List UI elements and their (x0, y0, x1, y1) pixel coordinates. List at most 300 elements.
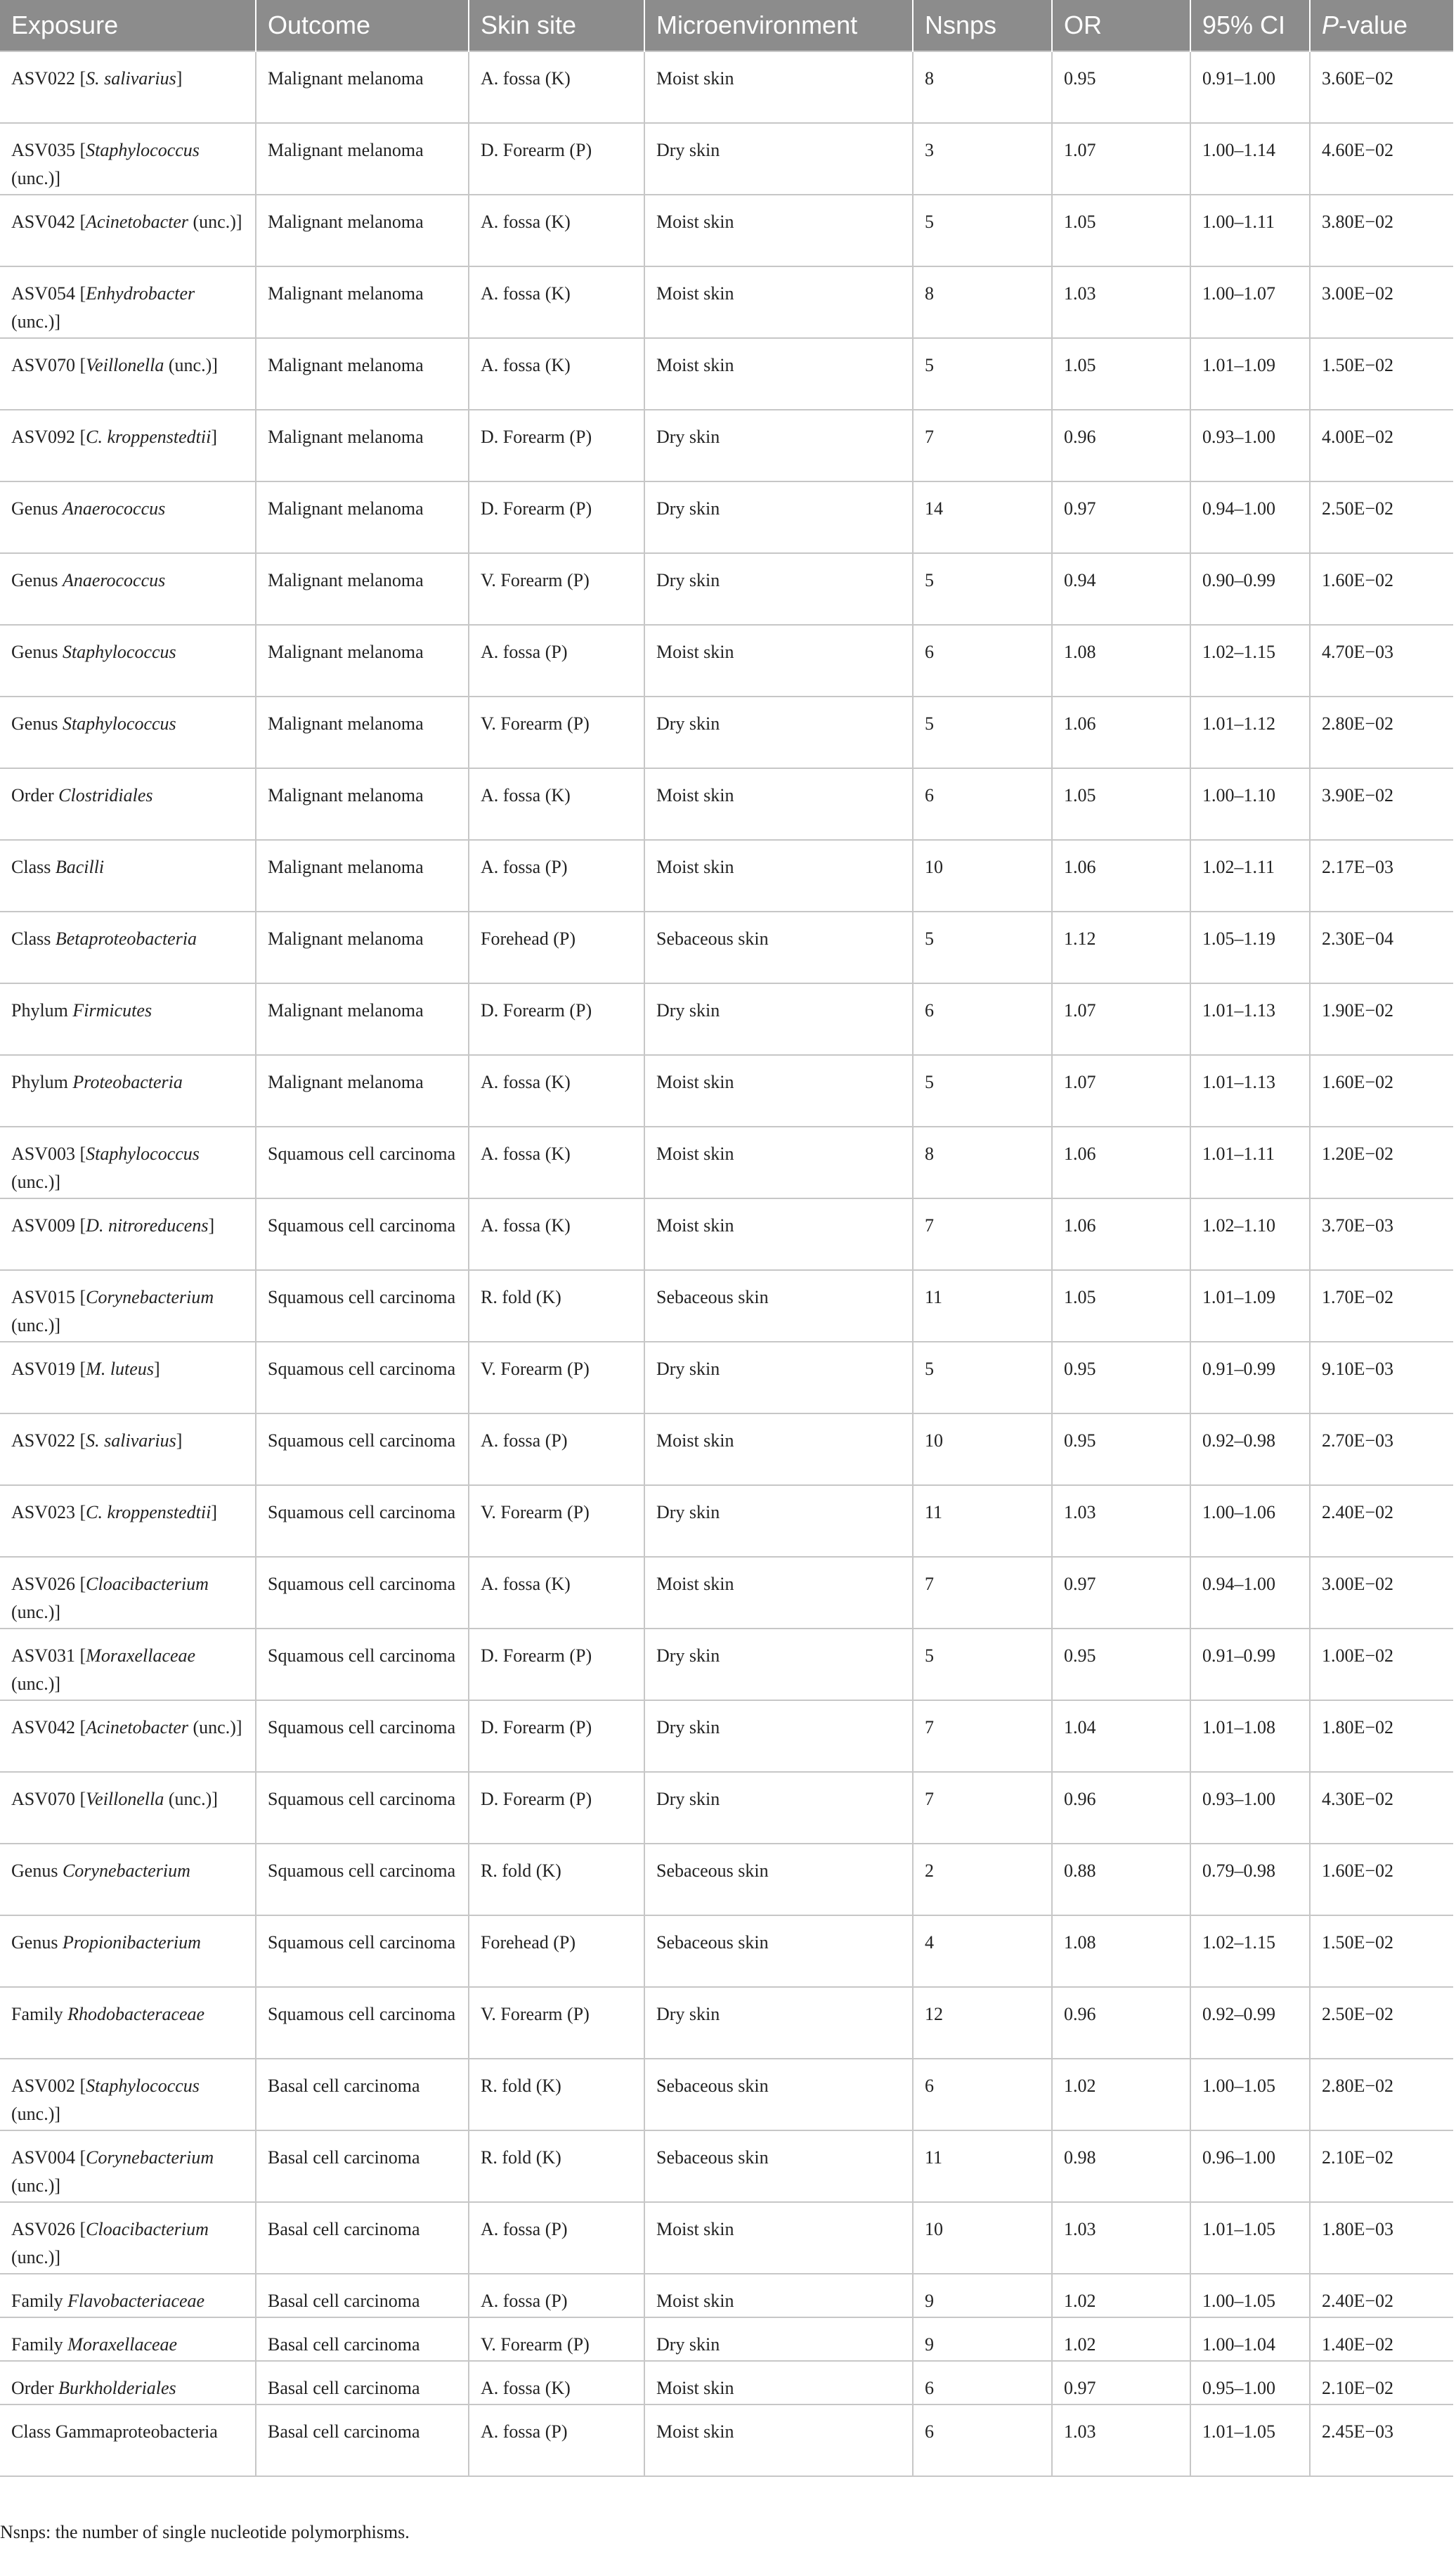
cell-p-value: 1.20E−02 (1310, 1127, 1453, 1198)
cell-p-value: 2.70E−03 (1310, 1413, 1453, 1485)
cell-p-value: 2.40E−02 (1310, 1485, 1453, 1557)
cell-outcome: Basal cell carcinoma (256, 2202, 469, 2274)
cell-p-value: 4.30E−02 (1310, 1772, 1453, 1844)
cell-exposure: Genus Staphylococcus (0, 625, 256, 697)
cell-skin-site: A. fossa (P) (469, 1413, 644, 1485)
cell-exposure: ASV031 [Moraxellaceae (unc.)] (0, 1629, 256, 1700)
cell-or: 1.05 (1052, 195, 1190, 266)
cell-or: 1.05 (1052, 1270, 1190, 1342)
cell-microenvironment: Moist skin (644, 2274, 913, 2317)
cell-p-value: 3.60E−02 (1310, 51, 1453, 123)
cell-skin-site: A. fossa (K) (469, 1557, 644, 1629)
cell-nsnps: 6 (913, 2059, 1052, 2130)
cell-outcome: Squamous cell carcinoma (256, 1557, 469, 1629)
table-body (0, 51, 1453, 2476)
cell-or: 1.03 (1052, 2405, 1190, 2476)
cell-exposure: Family Rhodobacteraceae (0, 1987, 256, 2059)
cell-microenvironment: Moist skin (644, 51, 913, 123)
cell-outcome: Basal cell carcinoma (256, 2274, 469, 2317)
cell-microenvironment: Moist skin (644, 338, 913, 410)
table-row (0, 266, 1453, 338)
cell-nsnps: 6 (913, 2405, 1052, 2476)
cell-exposure: ASV026 [Cloacibacterium (unc.)] (0, 1557, 256, 1629)
cell-microenvironment: Sebaceous skin (644, 1844, 913, 1915)
cell-outcome: Squamous cell carcinoma (256, 1915, 469, 1987)
cell-microenvironment: Moist skin (644, 1198, 913, 1270)
table-row (0, 553, 1453, 625)
cell-or: 1.06 (1052, 840, 1190, 912)
table-row (0, 1270, 1453, 1342)
cell-microenvironment: Dry skin (644, 697, 913, 768)
cell-outcome: Malignant melanoma (256, 697, 469, 768)
cell-outcome: Malignant melanoma (256, 768, 469, 840)
table-row (0, 768, 1453, 840)
cell-skin-site: V. Forearm (P) (469, 1485, 644, 1557)
cell-skin-site: R. fold (K) (469, 1844, 644, 1915)
cell-nsnps: 5 (913, 338, 1052, 410)
table-row (0, 2361, 1453, 2405)
cell-microenvironment: Moist skin (644, 2202, 913, 2274)
cell-outcome: Malignant melanoma (256, 195, 469, 266)
header-nsnps: Nsnps (913, 0, 1052, 51)
cell-microenvironment: Sebaceous skin (644, 912, 913, 983)
table-row (0, 1485, 1453, 1557)
cell-outcome: Basal cell carcinoma (256, 2361, 469, 2405)
cell-ci: 1.00–1.06 (1190, 1485, 1310, 1557)
cell-or: 1.03 (1052, 266, 1190, 338)
cell-skin-site: A. fossa (K) (469, 266, 644, 338)
cell-p-value: 1.50E−02 (1310, 338, 1453, 410)
cell-nsnps: 5 (913, 697, 1052, 768)
table-row (0, 481, 1453, 553)
cell-or: 1.12 (1052, 912, 1190, 983)
table-row (0, 1342, 1453, 1413)
cell-nsnps: 8 (913, 266, 1052, 338)
cell-exposure: ASV070 [Veillonella (unc.)] (0, 338, 256, 410)
cell-p-value: 3.70E−03 (1310, 1198, 1453, 1270)
cell-microenvironment: Moist skin (644, 2405, 913, 2476)
cell-skin-site: Forehead (P) (469, 1915, 644, 1987)
cell-exposure: Genus Propionibacterium (0, 1915, 256, 1987)
cell-ci: 0.94–1.00 (1190, 481, 1310, 553)
cell-nsnps: 9 (913, 2317, 1052, 2361)
header-outcome: Outcome (256, 0, 469, 51)
cell-nsnps: 6 (913, 983, 1052, 1055)
cell-microenvironment: Sebaceous skin (644, 2130, 913, 2202)
cell-exposure: Genus Anaerococcus (0, 553, 256, 625)
cell-microenvironment: Moist skin (644, 1413, 913, 1485)
cell-skin-site: V. Forearm (P) (469, 697, 644, 768)
header-exposure: Exposure (0, 0, 256, 51)
cell-exposure: Family Flavobacteriaceae (0, 2274, 256, 2317)
cell-ci: 1.01–1.11 (1190, 1127, 1310, 1198)
cell-nsnps: 12 (913, 1987, 1052, 2059)
header-row (0, 0, 1453, 51)
cell-microenvironment: Sebaceous skin (644, 1915, 913, 1987)
cell-nsnps: 5 (913, 195, 1052, 266)
cell-ci: 1.02–1.15 (1190, 625, 1310, 697)
table-row (0, 195, 1453, 266)
cell-nsnps: 5 (913, 1342, 1052, 1413)
cell-outcome: Malignant melanoma (256, 123, 469, 195)
table-footnote: Nsnps: the number of single nucleotide polymorphisms. (0, 2522, 410, 2542)
cell-skin-site: D. Forearm (P) (469, 481, 644, 553)
table-row (0, 338, 1453, 410)
cell-exposure: ASV022 [S. salivarius] (0, 1413, 256, 1485)
cell-skin-site: D. Forearm (P) (469, 983, 644, 1055)
cell-microenvironment: Moist skin (644, 1127, 913, 1198)
cell-ci: 1.01–1.13 (1190, 983, 1310, 1055)
table-row (0, 2317, 1453, 2361)
cell-skin-site: R. fold (K) (469, 1270, 644, 1342)
cell-skin-site: A. fossa (P) (469, 625, 644, 697)
cell-or: 1.03 (1052, 1485, 1190, 1557)
cell-outcome: Malignant melanoma (256, 912, 469, 983)
cell-exposure: Class Betaproteobacteria (0, 912, 256, 983)
cell-skin-site: D. Forearm (P) (469, 123, 644, 195)
cell-microenvironment: Moist skin (644, 1557, 913, 1629)
cell-ci: 1.02–1.15 (1190, 1915, 1310, 1987)
cell-p-value: 4.00E−02 (1310, 410, 1453, 481)
cell-skin-site: A. fossa (K) (469, 1127, 644, 1198)
table-row (0, 1557, 1453, 1629)
table-row (0, 51, 1453, 123)
cell-ci: 0.92–0.99 (1190, 1987, 1310, 2059)
cell-p-value: 3.00E−02 (1310, 266, 1453, 338)
cell-microenvironment: Moist skin (644, 195, 913, 266)
cell-p-value: 1.80E−03 (1310, 2202, 1453, 2274)
cell-p-value: 2.45E−03 (1310, 2405, 1453, 2476)
cell-p-value: 4.70E−03 (1310, 625, 1453, 697)
cell-microenvironment: Dry skin (644, 481, 913, 553)
cell-outcome: Malignant melanoma (256, 1055, 469, 1127)
table-row (0, 1629, 1453, 1700)
cell-skin-site: A. fossa (P) (469, 2274, 644, 2317)
cell-p-value: 2.30E−04 (1310, 912, 1453, 983)
cell-outcome: Squamous cell carcinoma (256, 1700, 469, 1772)
cell-exposure: ASV002 [Staphylococcus (unc.)] (0, 2059, 256, 2130)
cell-p-value: 1.40E−02 (1310, 2317, 1453, 2361)
cell-exposure: ASV023 [C. kroppenstedtii] (0, 1485, 256, 1557)
header-ci: 95% CI (1190, 0, 1310, 51)
cell-outcome: Malignant melanoma (256, 266, 469, 338)
table-row (0, 1772, 1453, 1844)
header-p-rest: -value (1339, 11, 1408, 39)
cell-nsnps: 5 (913, 553, 1052, 625)
cell-or: 1.08 (1052, 1915, 1190, 1987)
cell-skin-site: R. fold (K) (469, 2130, 644, 2202)
cell-ci: 1.01–1.12 (1190, 697, 1310, 768)
cell-microenvironment: Dry skin (644, 123, 913, 195)
cell-ci: 1.00–1.11 (1190, 195, 1310, 266)
cell-exposure: Genus Corynebacterium (0, 1844, 256, 1915)
cell-skin-site: D. Forearm (P) (469, 1629, 644, 1700)
cell-skin-site: V. Forearm (P) (469, 1987, 644, 2059)
cell-microenvironment: Moist skin (644, 2361, 913, 2405)
table-row (0, 2059, 1453, 2130)
header-skin-site: Skin site (469, 0, 644, 51)
cell-nsnps: 11 (913, 1485, 1052, 1557)
cell-microenvironment: Moist skin (644, 625, 913, 697)
cell-microenvironment: Dry skin (644, 2317, 913, 2361)
cell-ci: 1.00–1.07 (1190, 266, 1310, 338)
cell-or: 0.96 (1052, 410, 1190, 481)
cell-exposure: Genus Staphylococcus (0, 697, 256, 768)
cell-or: 1.02 (1052, 2274, 1190, 2317)
cell-or: 0.88 (1052, 1844, 1190, 1915)
cell-outcome: Malignant melanoma (256, 983, 469, 1055)
cell-ci: 0.91–1.00 (1190, 51, 1310, 123)
cell-ci: 0.79–0.98 (1190, 1844, 1310, 1915)
cell-microenvironment: Dry skin (644, 1485, 913, 1557)
cell-skin-site: Forehead (P) (469, 912, 644, 983)
cell-microenvironment: Dry skin (644, 1987, 913, 2059)
cell-nsnps: 9 (913, 2274, 1052, 2317)
cell-or: 0.95 (1052, 51, 1190, 123)
cell-or: 1.06 (1052, 1127, 1190, 1198)
cell-ci: 1.01–1.05 (1190, 2202, 1310, 2274)
table-row (0, 1198, 1453, 1270)
table-header (0, 0, 1453, 51)
cell-outcome: Malignant melanoma (256, 481, 469, 553)
cell-outcome: Squamous cell carcinoma (256, 1127, 469, 1198)
cell-nsnps: 11 (913, 1270, 1052, 1342)
cell-exposure: ASV054 [Enhydrobacter (unc.)] (0, 266, 256, 338)
cell-p-value: 1.80E−02 (1310, 1700, 1453, 1772)
cell-ci: 1.00–1.04 (1190, 2317, 1310, 2361)
cell-nsnps: 14 (913, 481, 1052, 553)
cell-or: 0.95 (1052, 1413, 1190, 1485)
cell-or: 0.95 (1052, 1629, 1190, 1700)
cell-or: 0.97 (1052, 481, 1190, 553)
cell-outcome: Squamous cell carcinoma (256, 1198, 469, 1270)
cell-exposure: ASV035 [Staphylococcus (unc.)] (0, 123, 256, 195)
header-p-value (1310, 0, 1453, 51)
cell-p-value: 1.50E−02 (1310, 1915, 1453, 1987)
cell-p-value: 1.60E−02 (1310, 1055, 1453, 1127)
cell-nsnps: 7 (913, 1772, 1052, 1844)
cell-outcome: Malignant melanoma (256, 51, 469, 123)
table-row (0, 1127, 1453, 1198)
cell-or: 1.02 (1052, 2059, 1190, 2130)
cell-nsnps: 4 (913, 1915, 1052, 1987)
cell-ci: 0.94–1.00 (1190, 1557, 1310, 1629)
cell-ci: 1.01–1.13 (1190, 1055, 1310, 1127)
cell-exposure: Family Moraxellaceae (0, 2317, 256, 2361)
table-row (0, 2405, 1453, 2476)
cell-nsnps: 6 (913, 625, 1052, 697)
cell-p-value: 2.10E−02 (1310, 2130, 1453, 2202)
cell-p-value: 3.00E−02 (1310, 1557, 1453, 1629)
cell-ci: 1.02–1.11 (1190, 840, 1310, 912)
cell-skin-site: A. fossa (K) (469, 51, 644, 123)
cell-microenvironment: Dry skin (644, 1700, 913, 1772)
table-row (0, 697, 1453, 768)
cell-nsnps: 11 (913, 2130, 1052, 2202)
cell-outcome: Squamous cell carcinoma (256, 1270, 469, 1342)
cell-outcome: Malignant melanoma (256, 553, 469, 625)
cell-nsnps: 7 (913, 410, 1052, 481)
cell-skin-site: A. fossa (P) (469, 840, 644, 912)
cell-exposure: Phylum Firmicutes (0, 983, 256, 1055)
cell-outcome: Squamous cell carcinoma (256, 1987, 469, 2059)
cell-p-value: 2.80E−02 (1310, 2059, 1453, 2130)
cell-exposure: ASV009 [D. nitroreducens] (0, 1198, 256, 1270)
cell-microenvironment: Dry skin (644, 1772, 913, 1844)
cell-p-value: 1.90E−02 (1310, 983, 1453, 1055)
cell-skin-site: A. fossa (K) (469, 1198, 644, 1270)
cell-outcome: Malignant melanoma (256, 840, 469, 912)
cell-nsnps: 8 (913, 1127, 1052, 1198)
cell-microenvironment: Dry skin (644, 1342, 913, 1413)
cell-nsnps: 3 (913, 123, 1052, 195)
cell-exposure: ASV042 [Acinetobacter (unc.)] (0, 1700, 256, 1772)
cell-exposure: Genus Anaerococcus (0, 481, 256, 553)
cell-skin-site: R. fold (K) (469, 2059, 644, 2130)
cell-or: 0.97 (1052, 2361, 1190, 2405)
cell-or: 0.96 (1052, 1772, 1190, 1844)
cell-nsnps: 7 (913, 1700, 1052, 1772)
cell-or: 1.05 (1052, 768, 1190, 840)
table-row (0, 1413, 1453, 1485)
cell-outcome: Basal cell carcinoma (256, 2059, 469, 2130)
cell-nsnps: 6 (913, 2361, 1052, 2405)
table-row (0, 1915, 1453, 1987)
table-row (0, 2202, 1453, 2274)
cell-exposure: Phylum Proteobacteria (0, 1055, 256, 1127)
cell-outcome: Squamous cell carcinoma (256, 1342, 469, 1413)
cell-p-value: 2.40E−02 (1310, 2274, 1453, 2317)
cell-or: 0.98 (1052, 2130, 1190, 2202)
cell-or: 1.05 (1052, 338, 1190, 410)
table-row (0, 1700, 1453, 1772)
cell-skin-site: A. fossa (K) (469, 338, 644, 410)
cell-ci: 0.93–1.00 (1190, 410, 1310, 481)
cell-or: 1.07 (1052, 123, 1190, 195)
cell-nsnps: 5 (913, 1055, 1052, 1127)
header-microenvironment: Microenvironment (644, 0, 913, 51)
cell-or: 1.04 (1052, 1700, 1190, 1772)
cell-exposure: ASV019 [M. luteus] (0, 1342, 256, 1413)
cell-ci: 0.91–0.99 (1190, 1629, 1310, 1700)
cell-skin-site: D. Forearm (P) (469, 1772, 644, 1844)
cell-skin-site: A. fossa (P) (469, 2202, 644, 2274)
cell-exposure: Order Burkholderiales (0, 2361, 256, 2405)
table-row (0, 1055, 1453, 1127)
cell-microenvironment: Moist skin (644, 840, 913, 912)
cell-p-value: 3.90E−02 (1310, 768, 1453, 840)
cell-or: 1.06 (1052, 1198, 1190, 1270)
cell-skin-site: A. fossa (K) (469, 1055, 644, 1127)
cell-ci: 1.01–1.08 (1190, 1700, 1310, 1772)
cell-p-value: 1.60E−02 (1310, 1844, 1453, 1915)
cell-skin-site: V. Forearm (P) (469, 1342, 644, 1413)
cell-p-value: 1.00E−02 (1310, 1629, 1453, 1700)
cell-exposure: ASV022 [S. salivarius] (0, 51, 256, 123)
cell-outcome: Malignant melanoma (256, 625, 469, 697)
cell-microenvironment: Sebaceous skin (644, 1270, 913, 1342)
cell-outcome: Malignant melanoma (256, 410, 469, 481)
cell-or: 1.06 (1052, 697, 1190, 768)
cell-nsnps: 7 (913, 1198, 1052, 1270)
table-row (0, 983, 1453, 1055)
cell-exposure: ASV092 [C. kroppenstedtii] (0, 410, 256, 481)
cell-exposure: ASV015 [Corynebacterium (unc.)] (0, 1270, 256, 1342)
cell-microenvironment: Moist skin (644, 1055, 913, 1127)
table-row (0, 410, 1453, 481)
cell-microenvironment: Dry skin (644, 1629, 913, 1700)
cell-outcome: Squamous cell carcinoma (256, 1629, 469, 1700)
table-row (0, 2274, 1453, 2317)
cell-microenvironment: Dry skin (644, 983, 913, 1055)
cell-p-value: 2.50E−02 (1310, 481, 1453, 553)
cell-exposure: ASV042 [Acinetobacter (unc.)] (0, 195, 256, 266)
cell-nsnps: 10 (913, 1413, 1052, 1485)
cell-p-value: 4.60E−02 (1310, 123, 1453, 195)
cell-exposure: ASV003 [Staphylococcus (unc.)] (0, 1127, 256, 1198)
cell-or: 0.96 (1052, 1987, 1190, 2059)
table-row (0, 912, 1453, 983)
cell-microenvironment: Moist skin (644, 768, 913, 840)
cell-nsnps: 6 (913, 768, 1052, 840)
cell-or: 1.07 (1052, 983, 1190, 1055)
cell-exposure: ASV026 [Cloacibacterium (unc.)] (0, 2202, 256, 2274)
cell-skin-site: V. Forearm (P) (469, 553, 644, 625)
cell-ci: 1.01–1.09 (1190, 1270, 1310, 1342)
cell-p-value: 2.10E−02 (1310, 2361, 1453, 2405)
header-or: OR (1052, 0, 1190, 51)
cell-exposure: Order Clostridiales (0, 768, 256, 840)
cell-or: 0.97 (1052, 1557, 1190, 1629)
table-row (0, 123, 1453, 195)
cell-skin-site: A. fossa (K) (469, 2361, 644, 2405)
cell-p-value: 1.70E−02 (1310, 1270, 1453, 1342)
cell-exposure: Class Bacilli (0, 840, 256, 912)
cell-skin-site: D. Forearm (P) (469, 410, 644, 481)
cell-p-value: 9.10E−03 (1310, 1342, 1453, 1413)
cell-nsnps: 8 (913, 51, 1052, 123)
table-row (0, 625, 1453, 697)
cell-ci: 1.00–1.05 (1190, 2274, 1310, 2317)
cell-outcome: Squamous cell carcinoma (256, 1772, 469, 1844)
cell-nsnps: 10 (913, 2202, 1052, 2274)
cell-outcome: Malignant melanoma (256, 338, 469, 410)
cell-outcome: Basal cell carcinoma (256, 2130, 469, 2202)
cell-or: 1.02 (1052, 2317, 1190, 2361)
cell-exposure: ASV070 [Veillonella (unc.)] (0, 1772, 256, 1844)
cell-ci: 0.92–0.98 (1190, 1413, 1310, 1485)
cell-nsnps: 5 (913, 912, 1052, 983)
table-row (0, 2130, 1453, 2202)
cell-ci: 0.91–0.99 (1190, 1342, 1310, 1413)
cell-ci: 0.96–1.00 (1190, 2130, 1310, 2202)
cell-or: 1.07 (1052, 1055, 1190, 1127)
cell-p-value: 2.50E−02 (1310, 1987, 1453, 2059)
cell-exposure: Class Gammaproteobacteria (0, 2405, 256, 2476)
cell-ci: 1.02–1.10 (1190, 1198, 1310, 1270)
cell-microenvironment: Moist skin (644, 266, 913, 338)
cell-microenvironment: Dry skin (644, 553, 913, 625)
cell-ci: 0.90–0.99 (1190, 553, 1310, 625)
cell-ci: 0.95–1.00 (1190, 2361, 1310, 2405)
cell-p-value: 2.17E−03 (1310, 840, 1453, 912)
cell-microenvironment: Dry skin (644, 410, 913, 481)
cell-skin-site: A. fossa (K) (469, 768, 644, 840)
cell-ci: 1.01–1.05 (1190, 2405, 1310, 2476)
cell-or: 1.08 (1052, 625, 1190, 697)
cell-skin-site: A. fossa (K) (469, 195, 644, 266)
cell-ci: 1.05–1.19 (1190, 912, 1310, 983)
